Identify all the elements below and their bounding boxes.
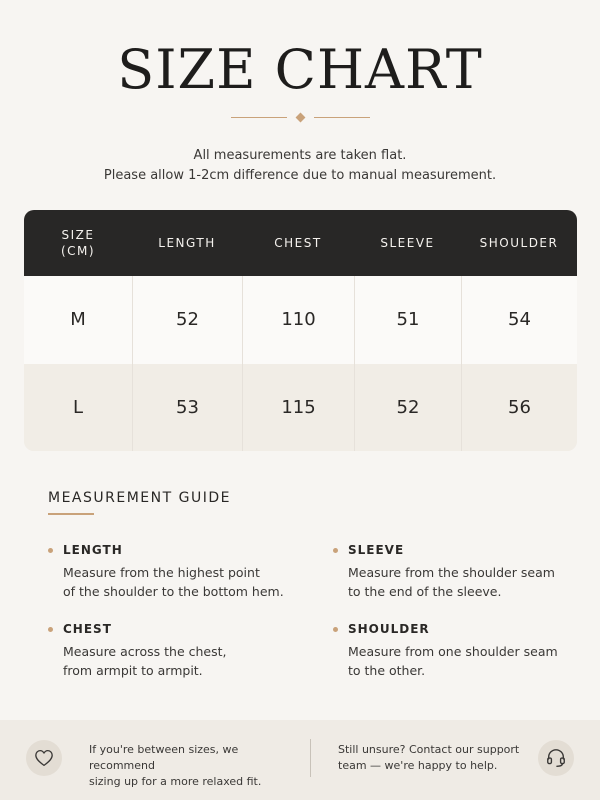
header-sleeve: SLEEVE (380, 236, 435, 250)
cell-size: L (72, 396, 84, 418)
title-divider (0, 114, 600, 121)
diamond-icon (295, 113, 305, 123)
guide-item-desc (63, 642, 303, 680)
guide-item-chest (63, 622, 303, 680)
guide-item-line: to the other. (348, 663, 426, 678)
heart-icon (26, 740, 62, 776)
table-header (24, 210, 577, 276)
cell-shoulder: 56 (461, 364, 577, 452)
cell-shoulder: 54 (461, 276, 577, 364)
cell-chest: 115 (242, 364, 354, 452)
bullet-icon (48, 627, 53, 632)
guide-item-shoulder (348, 622, 588, 680)
header-size-unit: (CM) (60, 244, 96, 258)
guide-item-desc (63, 563, 303, 601)
guide-item-length (63, 543, 303, 601)
footer-support-line: team — we're happy to help. (338, 759, 498, 772)
subtitle-line-1: All measurements are taken flat. (193, 148, 407, 163)
guide-item-sleeve (348, 543, 588, 601)
guide-item-label: LENGTH (63, 543, 123, 557)
bullet-icon (48, 548, 53, 553)
subtitle-line-2: Please allow 1-2cm difference due to manual measurement. (103, 168, 497, 183)
footer (0, 720, 600, 800)
footer-tip (89, 742, 299, 790)
footer-support-line: Still unsure? Contact our support (338, 743, 520, 756)
table-row (24, 364, 577, 452)
cell-sleeve: 52 (354, 364, 461, 452)
page-title: SIZE CHART (117, 38, 483, 101)
footer-support (338, 742, 548, 774)
divider-line-right (314, 117, 370, 118)
header-length: LENGTH (158, 236, 216, 250)
size-table (24, 210, 577, 451)
header-chest: CHEST (274, 236, 322, 250)
header-size-label: SIZE (61, 228, 95, 242)
guide-item-desc (348, 642, 588, 680)
guide-item-line: Measure across the chest, (63, 644, 227, 659)
guide-item-desc (348, 563, 588, 601)
table-row (24, 276, 577, 364)
headset-icon[interactable] (538, 740, 574, 776)
cell-length: 52 (132, 276, 242, 364)
cell-chest: 110 (242, 276, 354, 364)
divider-line-left (231, 117, 287, 118)
guide-item-line: Measure from the highest point (63, 565, 260, 580)
cell-size: M (70, 309, 86, 331)
subtitle (0, 146, 600, 186)
bullet-icon (333, 548, 338, 553)
guide-underline (48, 513, 94, 515)
guide-item-line: of the shoulder to the bottom hem. (63, 584, 284, 599)
guide-item-line: Measure from the shoulder seam (348, 565, 555, 580)
guide-item-line: from armpit to armpit. (63, 663, 203, 678)
header-size (24, 210, 132, 276)
footer-tip-line: sizing up for a more relaxed fit. (89, 775, 262, 788)
bullet-icon (333, 627, 338, 632)
cell-length: 53 (132, 364, 242, 452)
guide-item-label: SHOULDER (348, 622, 430, 636)
guide-item-label: CHEST (63, 622, 112, 636)
guide-title: MEASUREMENT GUIDE (48, 490, 231, 506)
footer-separator (310, 739, 311, 777)
guide-item-line: to the end of the sleeve. (348, 584, 502, 599)
header-shoulder: SHOULDER (479, 236, 559, 250)
guide-item-label: SLEEVE (348, 543, 405, 557)
guide-item-line: Measure from one shoulder seam (348, 644, 558, 659)
cell-sleeve: 51 (354, 276, 461, 364)
footer-tip-line: If you're between sizes, we recommend (89, 743, 239, 772)
